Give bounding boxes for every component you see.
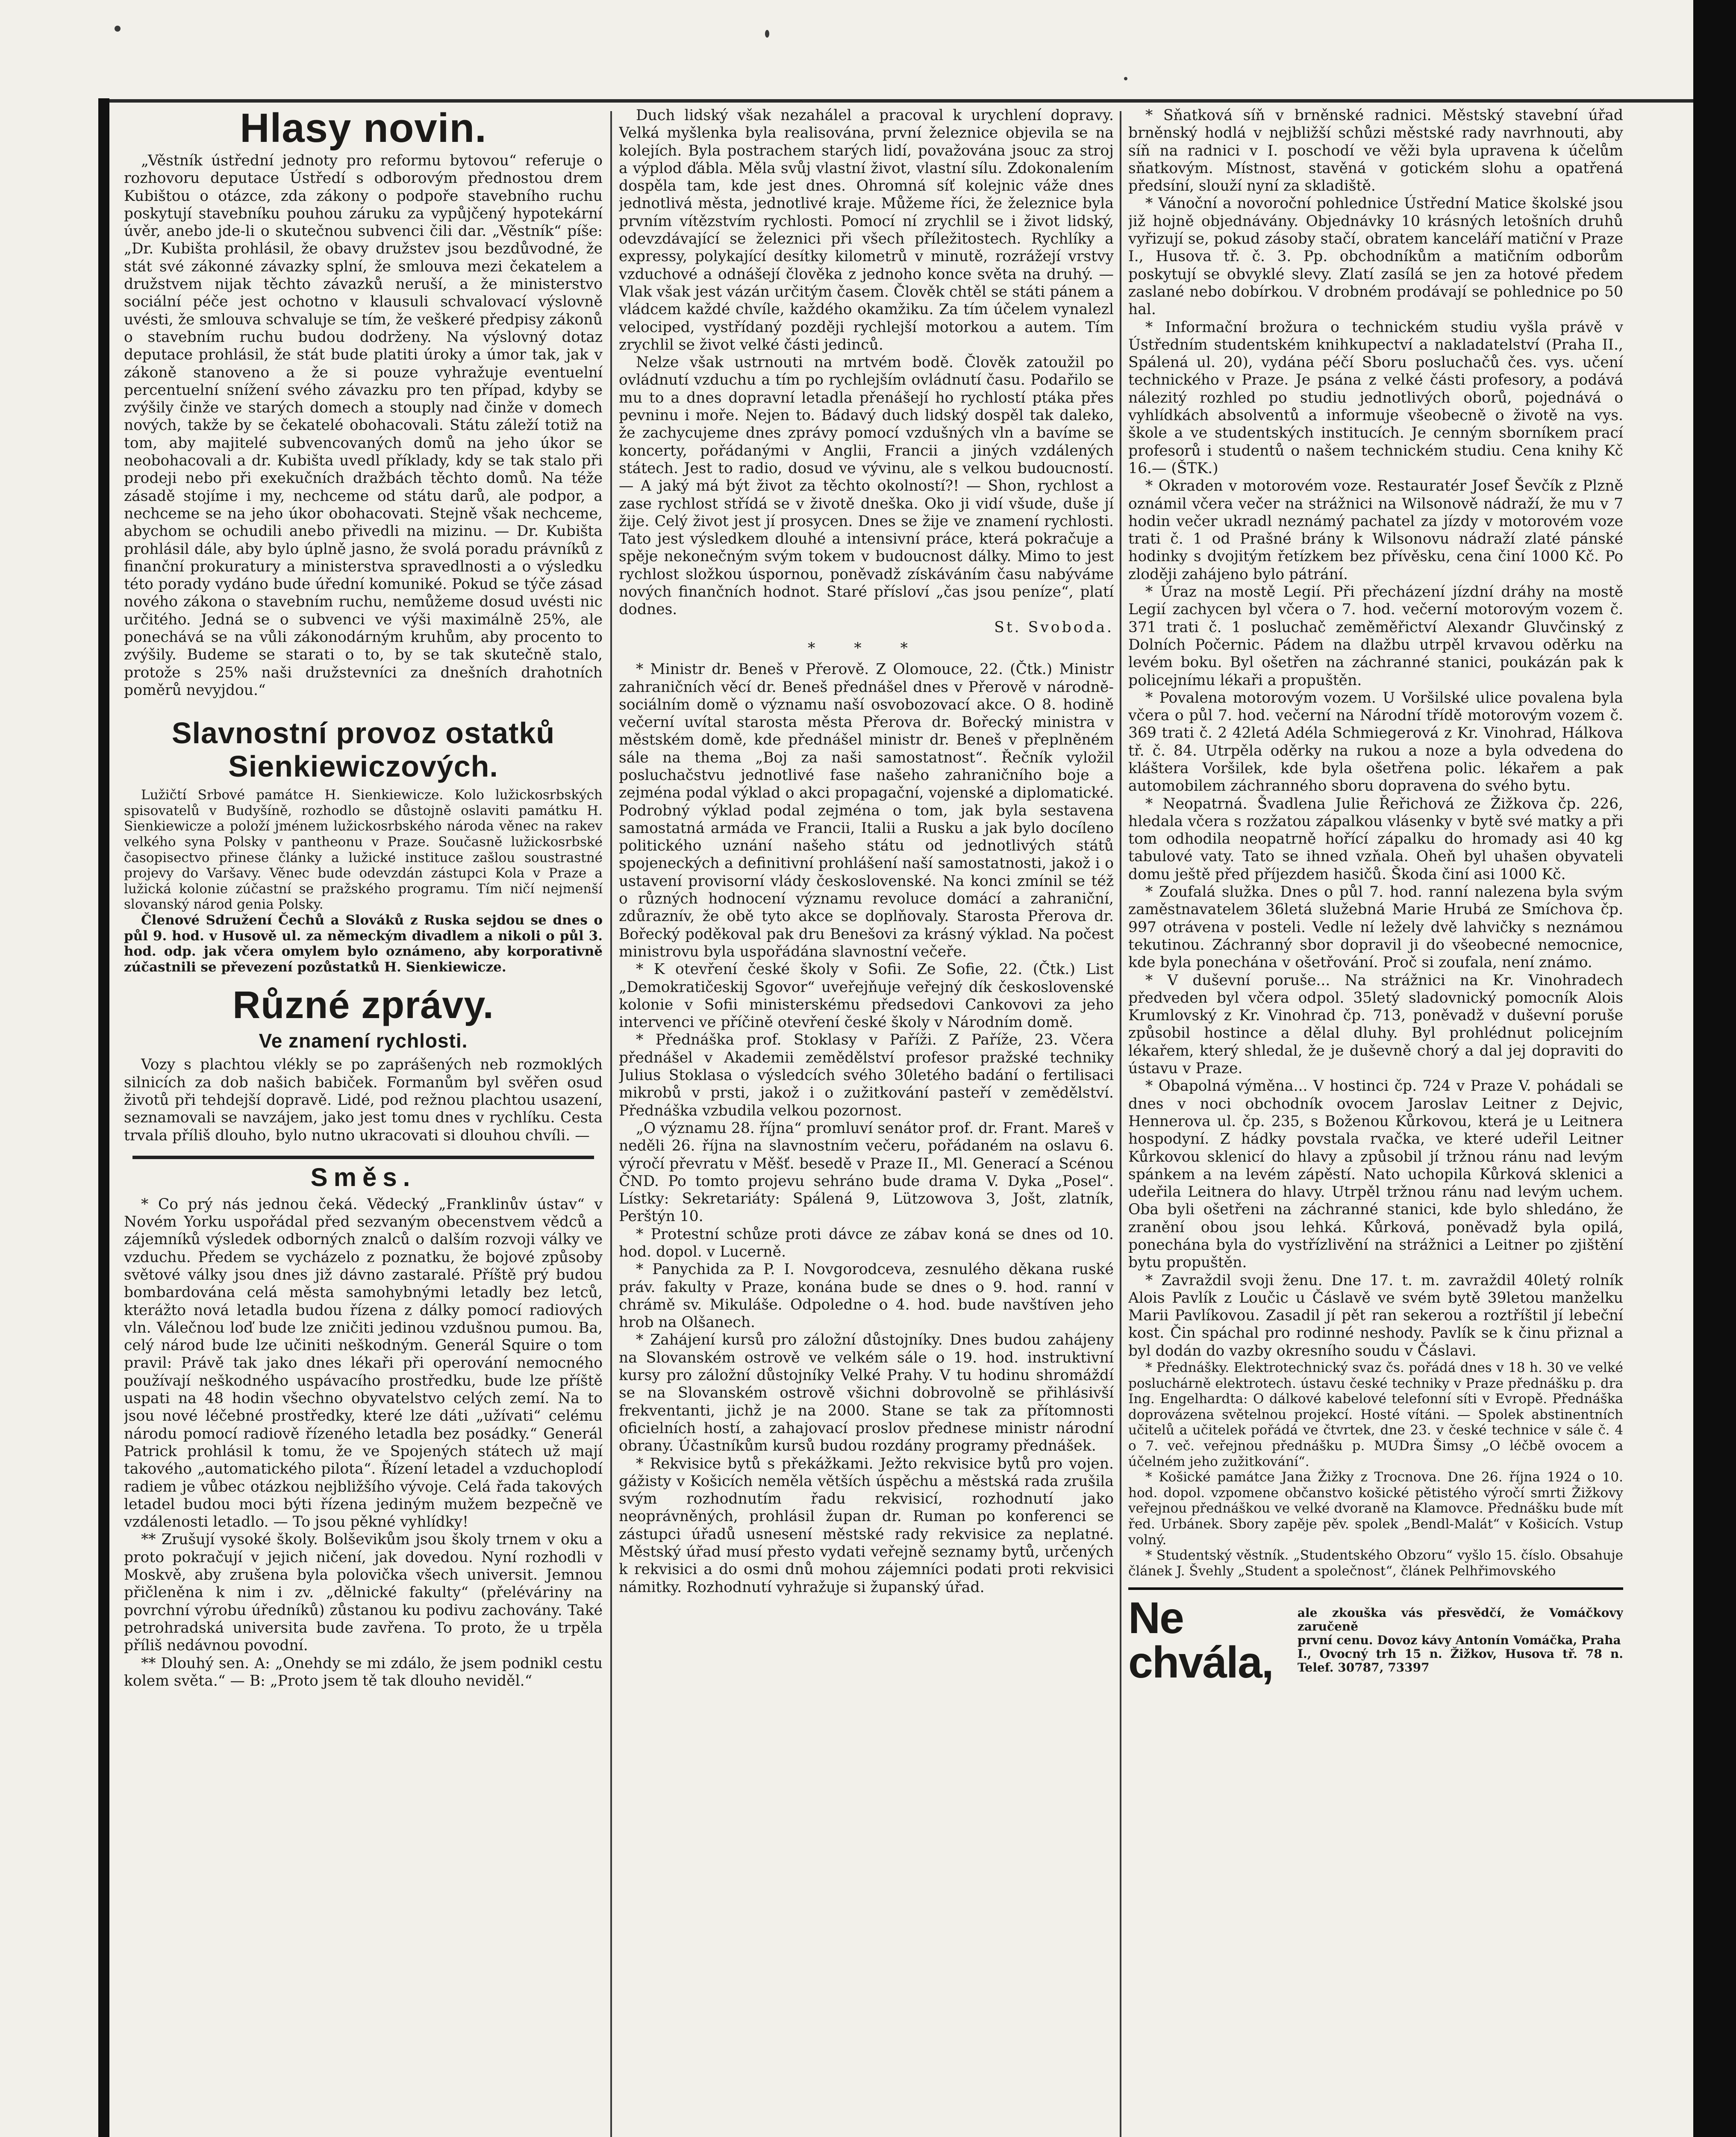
article-brozura: * Informační brožura o technickém studiu vyšla právě v Ústředním studentském knihkupectví a nakladatelství (Praha II., Spálená ul. 20), vydána péčí Sboru posluchačů čes. vys. učení technického v Praze. Je psána z velké části profesory, a podává nálezitý rozhled po studiu jednotlivých oborů, pojednává o vyhlídkách absolventů a informuje všeobecně o životě na vys. škole a ve studentských institucích. Je cenným sborníkem prací profesorů i studentů o našem technickém studiu. Cena knihy Kč 16.— (ŠTK.)	[1128, 318, 1623, 477]
article-skola-sofie: * K otevření české školy v Sofii. Ze Sofie, 22. (Čtk.) List „Demokratičeskij Sgovor“ uveřejňuje veřejný dík československé kolonie v Sofii ministerskému předsedovi Cankovovi za jeho intervenci ve příčině otevření české školy v Národním domě.	[619, 961, 1114, 1031]
column-rule-1	[610, 111, 612, 2137]
article-zizka-kosice: * Košické památce Jana Žižky z Trocnova. Dne 26. října 1924 o 10. hod. dopol. vzpomene občanstvo košické pětistého výročí smrti Žižkovy veřejnou přednáškou ve velké dvoraně na Klamovce. Přednášku bude mít řed. Urbánek. Sbory zapěje pěv. spolek „Bendl-Malát“ v Košicích. Vstup volný.	[1128, 1469, 1623, 1548]
article-vestnik: „Věstník ústřední jednoty pro reformu bytovou“ referuje o rozhovoru deputace Ústředí s odborovým přednostou drem Kubištou o otázce, zda zákony o podpoře stavebního ruchu poskytují stavebníku pouhou záruku za vypůjčený hypotekární úvěr, anebo jde-li o skutečnou subvenci čili dar. „Věstník“ píše: „Dr. Kubišta prohlásil, že obavy družstev jsou bezdůvodné, že stát své zákonné závazky splní, že smlouva mezi čekatelem a družstvem nijak těchto závazků neruší, a že ministerstvo sociální péče jest ochotno v klausuli schvalovací výslovně uvésti, že smlouva schvaluje se tím, že veškeré předpisy zákonů o stavebním ruchu budou dodrženy. Na výslovný dotaz deputace prohlásil, že stát bude platiti úroky a úmor tak, jak v zákoně stanoveno a že si pouze vyhražuje eventuelní percentuelní snížení svého závazku pro ten případ, kdyby se zvýšily činže ve starých domech a stouply nad činže v domech nových, takže by se čekatelé obohacovali. Státu záleží totiž na tom, aby majitelé subvencovaných domů na jeho úkor se neobohacovali a dr. Kubišta uvedl příklady, kdy se tak stalo při prodeji nebo při exekučních dražbách těchto domů. Na téže zásadě stojíme i my, nechceme od státu darů, ale podpor, a nechceme se na jeho úkor obohacovati. Stejně však nechceme, abychom se ochudili anebo přivedli na mizinu. — Dr. Kubišta prohlásil dále, aby bylo úplně jasno, že svolá poradu právníků z finanční prokuratury a ministerstva spravedlnosti a o výsledku této porady vydáno bude úřední komuniké. Pokud se týče zásad nového zákona o stavebním ruchu, nemůžeme dosud uvésti nic určitého. Jedná se o subvenci ve výši maximálně 25%, ale ponechává se na vůli zákonodárným kruhům, aby procento to zvýšily. Budeme se starati o to, by se tak skutečně stalo, protože s 25% naši družstevníci za dnešních drahotních poměrů nevyjdou.“	[124, 152, 603, 699]
scan-speck	[765, 30, 769, 38]
article-okraden: * Okraden v motorovém voze. Restauratér Josef Ševčík z Plzně oznámil včera večer na strážnici na Wilsonově nádraží, že mu v 7 hodin večer ukradl neznámý pachatel za jízdy v motorovém voze trati č. 1 od Prašné brány k Wilsonovu nádraží zlaté pánské hodinky s dvojitým řetízkem bez přívěsku, cena činí 1000 Kč. Po zloději zahájeno bylo pátrání.	[1128, 477, 1623, 583]
subtitle-ve-znameni-rychlosti: Ve znamení rychlosti.	[259, 1030, 468, 1052]
column-left	[124, 107, 603, 2137]
scan-speck	[1124, 77, 1127, 80]
section-title-ruzne-zpravy: Různé zprávy.	[232, 984, 494, 1027]
scan-border-left	[98, 98, 109, 2137]
article-obapolna-vymena: * Obapolná výměna... V hostinci čp. 724 v Praze V. pohádali se dnes v noci obchodník ovocem Jaroslav Leitner z Dejvic, Hennerova ul. čp. 235, s Boženou Kůrkovou, která je u Leitnera hospodyní. Z hádky povstala rvačka, ve které udeřil Leitner Kůrkovou sklenicí do hlavy a způsobil jí tržnou ránu nad levým spánkem a na levém zápěstí. Nato uchopila Kůrková sklenici a udeřila Leitnera do hlavy. Utrpěl tržnou ránu nad levým uchem. Oba byli ošetřeni na záchranné stanici, kde bylo shledáno, že zranění obou jsou lehká. Kůrková, poněvadž byla opilá, ponechána byla do vystřízlivění na strážnici a Leitner po zjištění bytu propuštěn.	[1128, 1077, 1623, 1272]
advertisement-vomacka	[1128, 1587, 1623, 1688]
article-zavrazdil: * Zavraždil svoji ženu. Dne 17. t. m. zavraždil 40letý rolník Alois Pavlík z Loučic u Čáslavě ve svém bytě 39letou manželku Marii Pavlíkovou. Zasadil jí pět ran sekerou a roztříštil jí lebeční kost. Čin spáchal pro rodinné neshody. Pavlík se k činu přiznal a byl dodán do vazby okresního soudu v Čáslavi.	[1128, 1272, 1623, 1360]
ad-line: první cenu. Dovoz kávy Antonín Vomáčka, Praha	[1297, 1633, 1621, 1648]
article-snatkova-sin: * Sňatková síň v brněnské radnici. Městský stavební úřad brněnský hodlá v nejbližší schůzi městské rady navrhnouti, aby síň na radnici v I. poschodí ve věži byla upravena k účelům sňatkovým. Místnost, stavěná v gotickém slohu a opatřená předsíní, slouží nyní za skladiště.	[1128, 107, 1623, 195]
article-protestni-schuze: * Protestní schůze proti dávce ze zábav koná se dnes od 10. hod. dopol. v Lucerně.	[619, 1225, 1114, 1260]
section-title-hlasy-novin: Hlasy novin.	[240, 107, 487, 151]
scan-border-top	[109, 99, 1693, 103]
article-rychlost-part2: Duch lidský však nezahálel a pracoval k urychlení dopravy. Velká myšlenka byla realisována, první železnice objevila se na kolejích. Byla postrachem starých lidí, považována jsouc za stroj a výplod ďábla. Měla svůj vlastní život, vlastní sílu. Zdokonalením dospěla tam, kde jest dnes. Ohromná síť kolejnic váže dnes jednotlivá města, jednotlivé kraje. Můžeme říci, že železnice byla prvním vítězstvím rychlosti. Pomocí ní zrychlil se i život lidský, odevzdávající se železnici při všech příležitostech. Rychlíky a expressy, polykající desítky kilometrů v minutě, rozrážejí vrstvy vzduchové a odnášejí člověka z jednoho konce světa na druhý. — Vlak však jest vázán určitým časem. Člověk chtěl se státi pánem a vládcem každé chvíle, každého okamžiku. Za tím účelem vynalezl velociped, vystřídaný později rychlejší motorkou a autem. Tím zrychlil se život velké části jedinců.	[619, 107, 1114, 353]
article-prednasky: * Přednášky. Elektrotechnický svaz čs. pořádá dnes v 18 h. 30 ve velké posluchárně elektrotech. ústavu české techniky v Praze přednášku p. dra Ing. Engelhardta: O dálkové kabelové telefonní síti v Evropě. Přednáška doprovázena světelnou projekcí. Hosté vítáni. — Spolek abstinentních učitelů a učitelek pořádá ve čtvrtek, dne 23. v české technice v sále č. 4 o 7. več. veřejnou přednášku p. MUDra Šimsy „O léčbě ovocem a účelném jeho zužitkování“.	[1128, 1360, 1623, 1469]
article-rychlost-part3: Nelze však ustrnouti na mrtvém bodě. Člověk zatoužil po ovládnutí vzduchu a tím po rychlejším ovládnutí času. Podařilo se mu to a dnes dopravní letadla přenášejí ho rychlostí ptáka přes pevninu i moře. Nejen to. Bádavý duch lidský dospěl tak daleko, že zachycujeme dnes zprávy pomocí vzdušných vln a bavíme se koncerty, pořádanými v Anglii, Francii a jiných vzdálených státech. Jest to radio, dosud ve vývinu, ale s velkou budoucností. — A jaký má být život za těchto okolností?! — Shon, rychlost a zase rychlost střídá se v životě dneška. Oko ji vidí všude, duše jí žije. Celý život jest jí prosycen. Dnes se žije ve znamení rychlosti. Tato jest výsledkem dlouhé a intensivní práce, která pokračuje a spěje nekonečným svým tokem v budoucnost dálky. Mimo to jest rychlost složkou úspornou, poněvadž získáváním času nabýváme nových finančních hodnot. Staré přísloví „čas jsou peníze“, platí dodnes.	[619, 354, 1114, 618]
section-title-sienkiewicz: Slavnostní provoz ostatků Sienkiewiczových.	[171, 716, 555, 783]
article-luzicti-srbove: Lužičtí Srbové památce H. Sienkiewicze. Kolo lužickosrbských spisovatelů v Budyšíně, rozhodlo se důstojně oslaviti památku H. Sienkiewicze a položí jménem lužickosrbského národa věnec na rakev velkého syna Polsky v pantheonu v Praze. Současně lužickosrbské časopisectvo přinese články a lužické instituce zašlou soustrastné projevy do Varšavy. Věnec bude odevzdán zástupci Kola v Praze a lužická kolonie zúčastní se pražského programu. Tím ničí nejmenší slovanský národ genia Polsky.	[124, 787, 603, 912]
article-benes-prerov: * Ministr dr. Beneš v Přerově. Z Olomouce, 22. (Čtk.) Ministr zahraničních věcí dr. Beneš přednášel dnes v Přerově v národně-sociálním domě o významu naší osvobozovací akce. O 8. hodině večerní uvítal starosta města Přerova dr. Bořecký ministra v městském domě, kde přednášel ministr dr. Beneš v přeplněném sále na thema „Boj za naši samostatnost“. Řečník vyložil posluchačstvu jednotlivé fase našeho zahraničního boje a zejména podal výklad o akci propagační, vojenské a diplomatické. Podrobný výklad podal zejména o tom, jak byla sestavena samostatná armáda ve Francii, Italii a Rusku a jak bylo docíleno politického uznání našeho státu od jednotlivých států spojeneckých a definitivní prohlášení naší samostatnosti, jakož i o ustavení provisorní vlády československé. Na konci zmínil se též o různých hodnocení významu revoluce domácí a zahraniční, zdůraznív, že obě tyto akce se doplňovaly. Starosta Přerova dr. Bořecký poděkoval pak dru Benešovi za krásný výklad. Na počest ministrovu byla uspořádána slavnostní večeře.	[619, 661, 1114, 960]
article-dusevni-porucha: * V duševní poruše... Na strážnici na Kr. Vinohradech předveden byl včera odpol. 35letý sladovnický pomocník Alois Krumlovský z Kr. Vinohrad čp. 713, poněvadž v duševní poruše způsobil hostince a dělal dluhy. Byl prohlédnut policejním lékařem, který shledal, že je duševně chorý a dal jej dopraviti do ústavu v Praze.	[1128, 971, 1623, 1077]
article-stoklasa-pariz: * Přednáška prof. Stoklasy v Paříži. Z Paříže, 23. Včera přednášel v Akademii zemědělství profesor pražské techniky Julius Stoklasa o výsledcích svého 30letého badání o fertilisaci mikrobů v prsti, jakož i o zužitkování pasteří v zemědělství. Přednáška vzbudila velkou pozornost.	[619, 1031, 1114, 1119]
article-sdruzeni-cechu: Členové Sdružení Čechů a Slováků z Ruska sejdou se dnes o půl 9. hod. v Husově ul. za německým divadlem a nikoli o půl 3. hod. odp. jak včera omylem bylo oznámeno, aby korporativně zúčastnili se převezení pozůstatků H. Sienkiewicze.	[124, 912, 603, 975]
scan-speck	[115, 26, 121, 32]
ad-line: I., Ovocný trh 15 n. Žižkov, Husova tř. 78 n. Telef. 30787, 73397	[1297, 1647, 1623, 1675]
article-studentsky-vestnik: * Studentský věstník. „Studentského Obzoru“ vyšlo 15. číslo. Obsahuje článek J. Švehly „Student a společnost“, článek Pelhřimovského	[1128, 1548, 1623, 1579]
article-dlouhy-sen: ** Dlouhý sen. A: „Onehdy se mi zdálo, že jsem podnikl cestu kolem světa.“ — B: „Proto jsem tě tak dlouho neviděl.“	[124, 1654, 603, 1690]
ad-body	[1298, 1606, 1623, 1675]
column-right	[1128, 107, 1623, 2137]
article-povalena: * Povalena motorovým vozem. U Voršilské ulice povalena byla včera o půl 7. hod. večerní na Národní třídě motorovým vozem č. 369 trati č. 2 42letá Adéla Schmiegerová z Kr. Vinohrad, Hálkova tř. č. 84. Utrpěla oděrky na rukou a noze a byla odvedena do kláštera Voršilek, kde byla ošetřena polic. lékařem a pak automobilem záchranného sboru dopravena do svého bytu.	[1128, 689, 1623, 795]
column-rule-2	[1120, 111, 1121, 2137]
article-co-pry-nas-ceka: * Co prý nás jednou čeká. Vědecký „Franklinův ústav“ v Novém Yorku uspořádal před sezvaným obecenstvem vědců a zájemníků výsledek odborných znalců o dalším rozvoji války ve vzduchu. Předem se vycházelo z poznatku, že bojové způsoby světové války jsou dnes již dávno zastaralé. Příště prý budou bombardována celá města samohybnými letadly bez letců, kterážto nová letadla budou řízena z dálky pomocí radiových vln. Válečnou loď bude lze zničiti jedinou vzdušnou pumou. Ba, celý národ bude lze učiniti neškodným. Generál Squire o tom pravil: Právě tak jako dnes lékaři při operování nemocného používají neškodného uspávacího prostředku, bude lze příště uspati na 48 hodin všechno obyvatelstvo celých zemí. Na to jsou nové léčebné prostředky, které lze dáti „užívati“ celému národu pomocí radiově řízeného letadla bez posádky.“ Generál Patrick prohlásil k tomu, že ve Spojených státech už mají takového „automatického pilota“. Řízení letadel a vzduchoplodí radiem je vůbec otázkou nejbližšího vývoje. Celá řada takových letadel budou moci býti řízena jediným mužem bezpečně ve vzdálenosti letadlo. — To jsou pěkné vyhlídky!	[124, 1195, 603, 1531]
article-zrusuji-vysoke-skoly: ** Zrušují vysoké školy. Bolševikům jsou školy trnem v oku a proto pokračují v jejich ničení, jak dovedou. Nyní rozhodli v Moskvě, aby zrušena byla polovička všech universit. Jemnou přičleněna k nim i zv. „dělnické fakulty“ (přeléváriny na povrchní výrobu úředníků) zůstanou ku podivu zachovány. Také petrohradská universita bude zavřena. To proto, že u trpěla příliš nedávnou povodní.	[124, 1531, 603, 1654]
section-divider	[132, 1156, 594, 1159]
separator-stars: * * *	[808, 639, 925, 657]
scan-border-right	[1693, 0, 1736, 2137]
article-uraz-most: * Úraz na mostě Legií. Při přecházení jízdní dráhy na mostě Legií zachycen byl včera o 7. hod. večerní motorovým vozem č. 371 trati č. 1 posluchač zeměměřictví Alexandr Gluvčinský z Dolních Počernic. Pádem na dlažbu utrpěl krvavou oděrku na levém boku. Byl ošetřen na záchranné stanici, poukázán pak k policejnímu lékaři a propuštěn.	[1128, 583, 1623, 689]
author-signature: St. Svoboda.	[994, 618, 1114, 636]
article-rekvisice-bytu: * Rekvisice bytů s překážkami. Ježto rekvisice bytů pro vojen. gážisty v Košicích neměla větších úspěchu a městská rada zrušila svým rozhodnutím řadu rekvisicí, rozhodnutí jako neoprávněných, prohlásil župan dr. Ruman po konferenci se zástupci úřadů usnesení městské rady rekvisice za neplatné. Městský úřad musí přesto vydati veřejně seznamy bytů, určených k rekvisici a do osmi dnů mohou zájemníci podati proti rekvisici námitky. Rozhodnutí vyhražuje si županský úřad.	[619, 1455, 1114, 1596]
article-kursy-dustojniku: * Zahájení kursů pro záložní důstojníky. Dnes budou zahájeny na Slovanském ostrově ve velkém sále o 19. hod. instruktivní kursy pro záložní důstojníky Velké Prahy. V tu hodinu shromáždí se na Slovanském ostrově všichni dobrovolně se přihlásivší frekventanti, jichž je na 2000. Stane se tak za přítomnosti oficielních hostí, a zahajovací proslov přednese ministr národní obrany. Účastníkům kursů budou rozdány programy přednášek.	[619, 1331, 1114, 1455]
ad-headline: Ne chvála,	[1128, 1593, 1273, 1688]
article-pohlednice: * Vánoční a novoroční pohlednice Ústřední Matice školské jsou již hojně objednávány. Objednávky 10 krásných letošních druhů vyřizují se, pokud zásoby stačí, obratem kanceláří matiční v Praze I., Husova tř. č. 3. Pp. obchodníkům a matičním odborům poskytují se obvyklé slevy. Zlatí zasílá se jen za hotové předem zaslané nebo dobírkou. V drobném prodávají se pohlednice po 50 hal.	[1128, 195, 1623, 318]
ad-line: ale zkouška vás přesvědčí, že Vomáčkovy zaručeně	[1297, 1606, 1623, 1634]
article-28-rijna: „O významu 28. října“ promluví senátor prof. dr. Frant. Mareš v neděli 26. října na slavnostním večeru, pořádaném na oslavu 6. výročí převratu v Měšť. besedě v Praze II., Ml. Generací a Scénou ČND. Po tomto projevu sehráno bude drama V. Dyka „Posel“. Lístky: Sekretariáty: Spálená 9, Lützowova 3, Jošt, zlatník, Perštýn 10.	[619, 1119, 1114, 1225]
article-panychida: * Panychida za P. I. Novgorodceva, zesnulého děkana ruské práv. fakulty v Praze, konána bude se dnes o 9. hod. ranní v chrámě sv. Mikuláše. Odpoledne o 4. hod. bude navštíven jeho hrob na Olšanech.	[619, 1261, 1114, 1331]
article-neopatrna: * Neopatrná. Švadlena Julie Řeřichová ze Žižkova čp. 226, hledala včera s rozžatou zápalkou vlásenky v bytě své matky a při tom odhodila neopatrně hořící zápalku do hromady asi 40 kg tabulové vaty. Tato se ihned vzňala. Oheň byl uhašen obyvateli domu ještě před příjezdem hasičů. Škoda činí asi 1000 Kč.	[1128, 795, 1623, 883]
section-title-smes: Směs.	[310, 1163, 416, 1192]
article-rychlost-part1: Vozy s plachtou vlékly se po zaprášených neb rozmoklých silnicích za dob našich babiček. Formanům byl svěřen osud životů při tehdejší dopravě. Lidé, pod režnou plachtou usazení, seznamovali se navzájem, jako jest tomu dnes v rychlíku. Cesta trvala příliš dlouho, bylo nutno ukracovati si dlouhou chvíli. —	[124, 1056, 603, 1144]
article-zoufala-sluzka: * Zoufalá služka. Dnes o půl 7. hod. ranní nalezena byla svým zaměstnavatelem 36letá služebná Marie Hrubá ze Smíchova čp. 997 otrávena v posteli. Vedle ní ležely dvě lahvičky s neznámou tekutinou. Záchranný sbor dopravil ji do všeobecné nemocnice, kde byla ponechána v ošetřování. Proč si zoufala, není známo.	[1128, 883, 1623, 971]
column-middle	[619, 107, 1114, 2137]
